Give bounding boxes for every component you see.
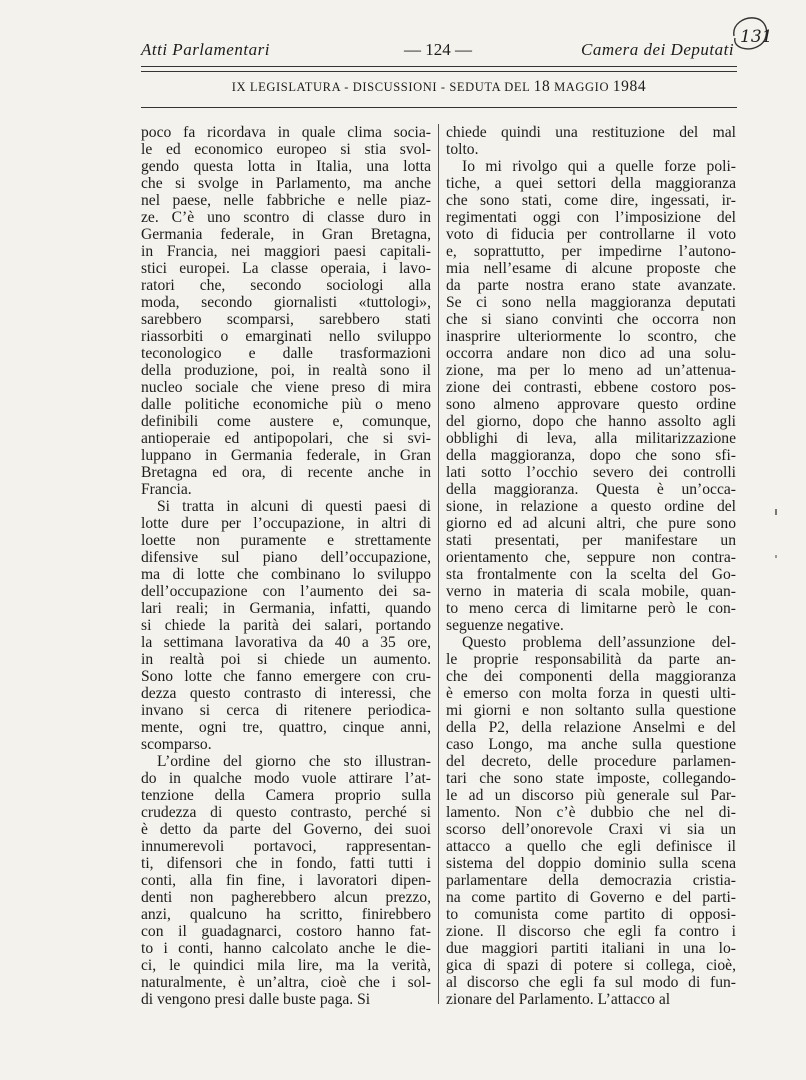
text-line: le proprie responsabilità da parte an- — [446, 651, 736, 668]
text-line: voto di fiducia per controllarne il voto — [446, 226, 736, 243]
text-column-right — [446, 124, 736, 1008]
text-line: mente, ogni tre, quattro, cinque anni, — [141, 719, 431, 736]
text-line: orientamento che, seppure non contra- — [446, 549, 736, 566]
text-line: loette non puramente e strettamente — [141, 532, 431, 549]
text-line: sono almeno approvare questo ordine — [446, 396, 736, 413]
paragraph — [446, 124, 736, 158]
text-line: in Francia, nei maggiori paesi capitali- — [141, 243, 431, 260]
text-line: due maggiori partiti italiani in una lo- — [446, 940, 736, 957]
text-line: dell’occupazione con l’aumento dei sa- — [141, 583, 431, 600]
text-line: della maggioranza. Questa è un’occa- — [446, 481, 736, 498]
paragraph — [141, 498, 431, 753]
text-line: dalle politiche economiche più o meno — [141, 396, 431, 413]
column-divider — [438, 124, 439, 1004]
text-line: ratori che, secondo sociologi alla — [141, 277, 431, 294]
text-line: difensive sul piano dell’occupazione, — [141, 549, 431, 566]
text-line: che sono stati, come dire, ingessati, ir- — [446, 192, 736, 209]
text-line: tenzione della Camera proprio sulla — [141, 787, 431, 804]
text-line: con il guadagnarci, costoro hanno fat- — [141, 923, 431, 940]
text-line: ci, le quindici mila lire, ma la verità, — [141, 957, 431, 974]
session-day: 18 — [533, 78, 551, 95]
text-line: la settimana lavorativa da 40 a 35 ore, — [141, 634, 431, 651]
text-line: conti, alla fin fine, i lavoratori dipen- — [141, 872, 431, 889]
text-line: lotte dure per l’occupazione, in altri di — [141, 515, 431, 532]
text-line: della P2, della relazione Anselmi e del — [446, 719, 736, 736]
text-line: Io mi rivolgo qui a quelle forze poli- — [462, 158, 736, 175]
text-line: do in qualche modo vuole attirare l’at- — [141, 770, 431, 787]
text-line: le ed economico europeo si stia svol- — [141, 141, 431, 158]
text-line: regimentati oggi con l’imposizione del — [446, 209, 736, 226]
text-line: attacco a quello che egli definisce il — [446, 838, 736, 855]
paragraph — [446, 634, 736, 1008]
text-line: ze. C’è uno scontro di classe duro in — [141, 209, 431, 226]
text-line: inasprire ulteriormente lo scontro, che — [446, 328, 736, 345]
text-line: del giorno, dopo che hanno assolto agli — [446, 413, 736, 430]
text-line: stati presentati, per manifestare un — [446, 532, 736, 549]
text-line: è detto da parte del Governo, dei suoi — [141, 821, 431, 838]
session-subheader — [141, 78, 737, 96]
text-line: zione dei contrasti, ebbene costoro pos- — [446, 379, 736, 396]
paragraph — [446, 158, 736, 634]
text-line: mi giorni e non soltanto sulla questione — [446, 702, 736, 719]
text-line: occorra andare non dico ad una solu- — [446, 345, 736, 362]
text-line: riassorbiti o emarginati nello sviluppo — [141, 328, 431, 345]
text-line: al discorso che egli fa sul modo di fun- — [446, 974, 736, 991]
text-line: Se ci sono nella maggioranza deputati — [446, 294, 736, 311]
text-line: nucleo sociale che viene preso di mira — [141, 379, 431, 396]
text-line: Si tratta in alcuni di questi paesi di — [157, 498, 431, 515]
subheader-rule — [141, 107, 737, 108]
text-line: sione, in relazione a questo ordine del — [446, 498, 736, 515]
text-line: zione, ma per lo meno ad un’attenua- — [446, 362, 736, 379]
header-publication: Atti Parlamentari — [141, 40, 270, 59]
text-line: della produzione, poi, in realtà sono il — [141, 362, 431, 379]
text-line: moda, secondo giornalisti «tuttologi», — [141, 294, 431, 311]
text-line: to meno cerca di limitarne però le con- — [446, 600, 736, 617]
text-line: che dei componenti della maggioranza — [446, 668, 736, 685]
text-line: Bretagna ed ora, di recente anche in — [141, 464, 431, 481]
text-line: di vengono presi dalle buste paga. Si — [141, 991, 371, 1008]
margin-mark — [775, 555, 777, 558]
text-line: è emerso con molta forza in questi ulti- — [446, 685, 736, 702]
text-line: del decreto, delle procedure parlamen- — [446, 753, 736, 770]
text-line: gica di spazi di potere si collega, cioè, — [446, 957, 736, 974]
text-line: sarebbero scomparsi, sarebbero stati — [141, 311, 431, 328]
text-line: chiede quindi una restituzione del mal — [446, 124, 736, 141]
text-line: Questo problema dell’assunzione del- — [462, 634, 736, 651]
text-line: seguenze negative. — [446, 617, 564, 634]
text-line: zionare del Parlamento. L’attacco al — [446, 991, 671, 1008]
text-line: da parte nostra erano state avanzate. — [446, 277, 736, 294]
text-line: Sono lotte che fanno emergere con cru- — [141, 668, 431, 685]
text-line: Francia. — [141, 481, 192, 498]
text-line: ti, difensori che in fondo, fatti tutti i — [141, 855, 431, 872]
text-line: to comunista come partito di opposi- — [446, 906, 736, 923]
text-line: to i conti, hanno calcolato anche le die- — [141, 940, 431, 957]
text-line: luppano in Germania federale, in Gran — [141, 447, 431, 464]
text-line: scomparso. — [141, 736, 212, 753]
text-line: Germania federale, in Gran Bretagna, — [141, 226, 431, 243]
text-line: sta frontalmente con la scelta del Go- — [446, 566, 736, 583]
text-line: invano si cerca di ritenere periodica- — [141, 702, 431, 719]
text-line: definibili come austere e, comunque, — [141, 413, 431, 430]
margin-mark — [775, 509, 777, 515]
text-line: denti non pagherebbero alcun prezzo, — [141, 889, 431, 906]
session-year: 1984 — [612, 78, 647, 95]
text-line: mia nell’esame di alcune proposte che — [446, 260, 736, 277]
text-line: teconologico e dalle trasformazioni — [141, 345, 431, 362]
text-line: crudezza di questo contrasto, perché si — [141, 804, 431, 821]
text-line: naturalmente, è un’altra, cioè che i sol- — [141, 974, 431, 991]
text-line: gendo questa lotta in Italia, una lotta — [141, 158, 431, 175]
text-line: na come partito di Governo e del parti- — [446, 889, 736, 906]
text-line: giorno ed ad alcuni altri, che pure sono — [446, 515, 736, 532]
text-line: della maggioranza, dopo che sono sfi- — [446, 447, 736, 464]
text-line: tari che sono state imposte, collegando- — [446, 770, 736, 787]
text-line: scorso dell’onorevole Craxi vi sia un — [446, 821, 736, 838]
text-column-left — [141, 124, 431, 1008]
header-double-rule — [141, 66, 737, 72]
text-line: antioperaie ed antipopolari, che si svi- — [141, 430, 431, 447]
text-line: le ad un discorso più generale sul Par- — [446, 787, 736, 804]
text-line: parlamentare della democrazia cristia- — [446, 872, 736, 889]
handwritten-page-stamp — [730, 14, 770, 54]
text-line: e, soprattutto, per impedirne l’autono- — [446, 243, 736, 260]
running-header — [0, 40, 806, 66]
svg-text:131: 131 — [740, 27, 770, 47]
page-number: — 124 — — [404, 40, 472, 59]
text-line: lati sotto l’occhio severo dei controlli — [446, 464, 736, 481]
text-line: zione. Il discorso che egli fa contro i — [446, 923, 736, 940]
text-line: che si siano convinti che occorra non — [446, 311, 736, 328]
text-line: in realtà poi si chiede un aumento. — [141, 651, 431, 668]
text-line: si chiede la parità dei salari, portando — [141, 617, 431, 634]
text-line: innumerevoli portavoci, rappresentan- — [141, 838, 431, 855]
text-line: verno in materia di scala mobile, quan- — [446, 583, 736, 600]
text-line: ma di lotte che combinano lo sviluppo — [141, 566, 431, 583]
text-line: lari reali; in Germania, infatti, quando — [141, 600, 431, 617]
text-line: lamento. Non c’è dubbio che nel di- — [446, 804, 736, 821]
text-line: anzi, qualcuno ha scritto, finirebbero — [141, 906, 431, 923]
text-line: dezza questo contrasto di interessi, che — [141, 685, 431, 702]
text-line: obblighi di leva, alla militarizzazione — [446, 430, 736, 447]
text-line: caso Longo, ma anche sulla questione — [446, 736, 736, 753]
text-line: tolto. — [446, 141, 479, 158]
text-line: che si svolge in Parlamento, ma anche — [141, 175, 431, 192]
session-month: MAGGIO — [550, 80, 613, 94]
text-line: sistema del doppio dominio sulla scena — [446, 855, 736, 872]
header-chamber: Camera dei Deputati — [581, 40, 735, 59]
text-line: nel paese, nelle fabbriche e nelle piaz- — [141, 192, 431, 209]
text-line: tiche, a quei settori della maggioranza — [446, 175, 736, 192]
text-line: stici europei. La classe operaia, i lavo- — [141, 260, 431, 277]
paragraph — [141, 124, 431, 498]
session-prefix: IX LEGISLATURA - DISCUSSIONI - SEDUTA DEL — [231, 80, 534, 94]
text-line: L’ordine del giorno che sto illustran- — [157, 753, 431, 770]
text-line: poco fa ricordava in quale clima socia- — [141, 124, 431, 141]
paragraph — [141, 753, 431, 1008]
